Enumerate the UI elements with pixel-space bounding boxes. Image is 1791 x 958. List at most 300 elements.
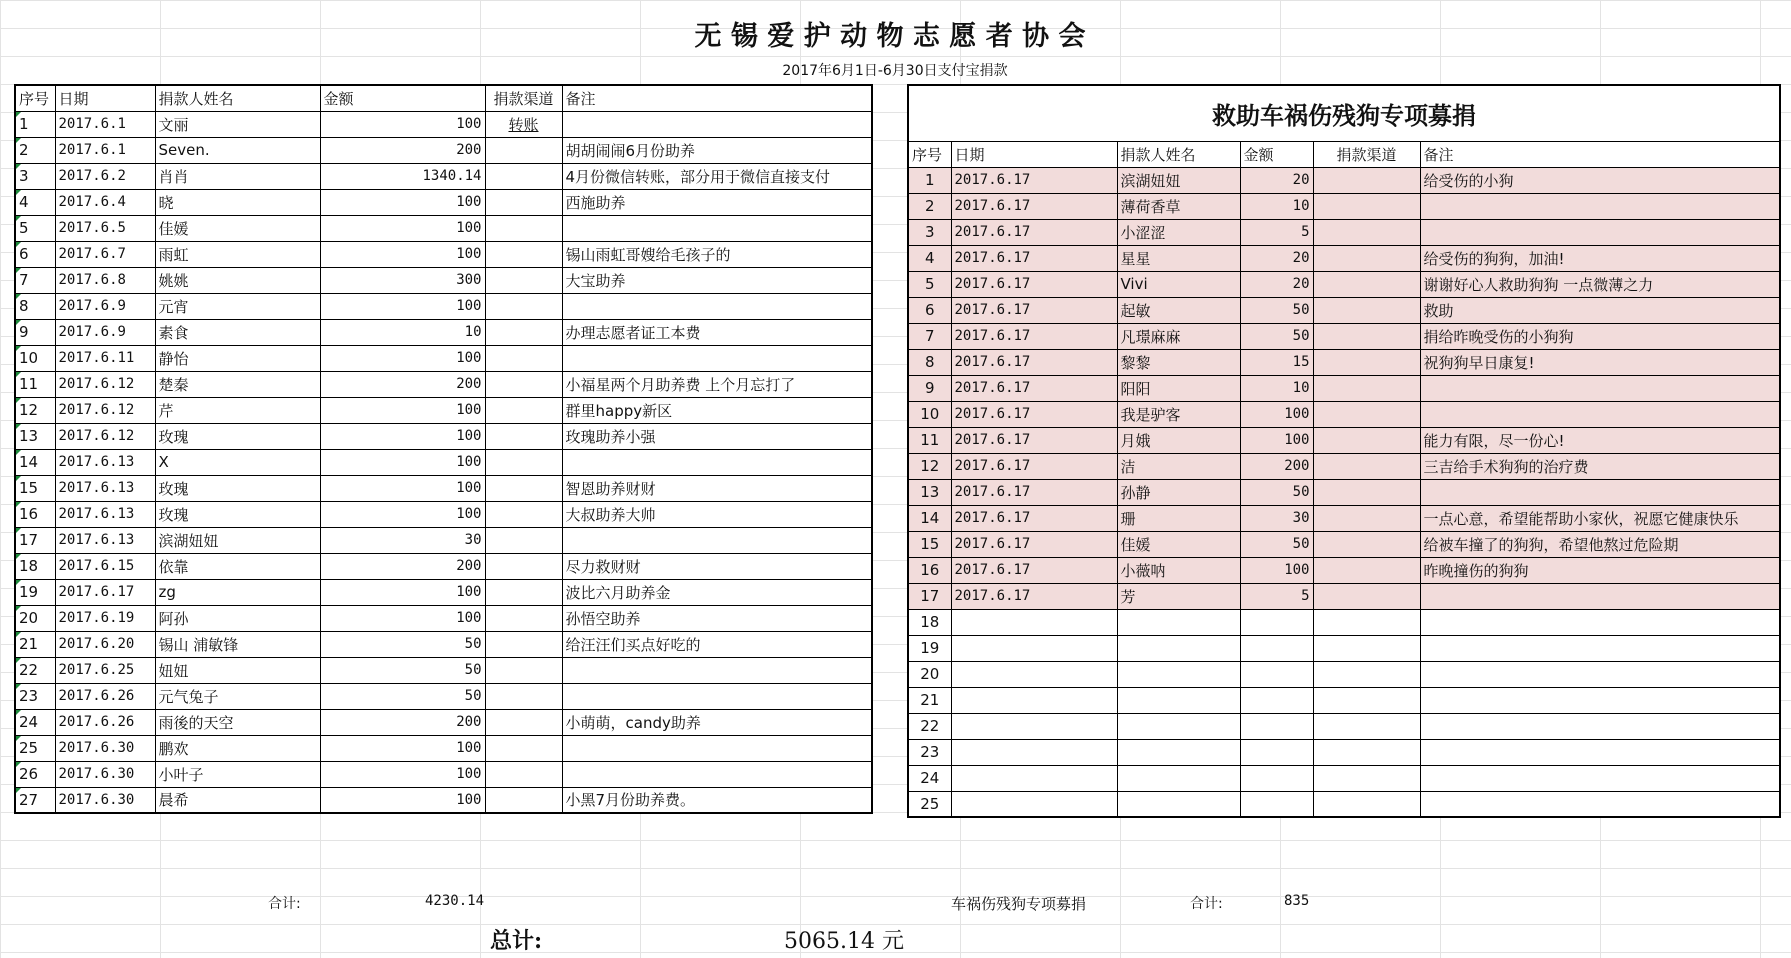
channel-cell <box>1313 739 1420 765</box>
channel-cell <box>485 137 562 163</box>
amount-cell: 100 <box>320 475 485 501</box>
seq-cell: 25 <box>15 735 55 761</box>
seq-cell: 12 <box>15 397 55 423</box>
table-row <box>15 709 872 735</box>
amount-cell: 200 <box>320 137 485 163</box>
amount-cell: 20 <box>1240 167 1313 193</box>
rescue-donations-table <box>907 84 1781 818</box>
amount-cell: 50 <box>320 683 485 709</box>
donor-cell: 洁 <box>1117 453 1240 479</box>
channel-cell <box>1313 765 1420 791</box>
table-row <box>15 657 872 683</box>
seq-cell: 4 <box>908 245 951 271</box>
donor-cell <box>1117 765 1240 791</box>
amount-cell: 100 <box>320 449 485 475</box>
amount-cell: 50 <box>1240 531 1313 557</box>
note-cell <box>1420 609 1780 635</box>
donor-cell: 星星 <box>1117 245 1240 271</box>
table-row <box>15 267 872 293</box>
note-cell: 救助 <box>1420 297 1780 323</box>
column-header: 日期 <box>55 85 155 111</box>
donor-cell: 凡璟麻麻 <box>1117 323 1240 349</box>
date-cell: 2017.6.17 <box>951 375 1117 401</box>
seq-cell: 27 <box>15 787 55 813</box>
channel-cell <box>485 709 562 735</box>
date-cell: 2017.6.17 <box>951 193 1117 219</box>
table-row <box>908 297 1780 323</box>
channel-cell <box>485 319 562 345</box>
channel-cell <box>1313 635 1420 661</box>
amount-cell: 100 <box>320 215 485 241</box>
amount-cell: 20 <box>1240 271 1313 297</box>
seq-cell: 19 <box>908 635 951 661</box>
table-row <box>15 345 872 371</box>
table-row <box>908 375 1780 401</box>
note-cell: 给受伤的狗狗，加油! <box>1420 245 1780 271</box>
date-cell: 2017.6.17 <box>951 167 1117 193</box>
note-cell <box>1420 375 1780 401</box>
seq-cell: 15 <box>908 531 951 557</box>
right-sum-label: 合计: <box>1190 896 1223 912</box>
channel-cell <box>485 397 562 423</box>
note-cell <box>1420 479 1780 505</box>
channel-cell <box>485 475 562 501</box>
table-row <box>908 557 1780 583</box>
note-cell: 孙悟空助养 <box>562 605 872 631</box>
date-cell: 2017.6.13 <box>55 527 155 553</box>
column-header: 金额 <box>320 85 485 111</box>
note-cell <box>562 761 872 787</box>
channel-cell[interactable]: 转账 <box>485 111 562 137</box>
seq-cell: 21 <box>908 687 951 713</box>
date-cell: 2017.6.17 <box>951 323 1117 349</box>
date-cell: 2017.6.4 <box>55 189 155 215</box>
channel-cell <box>1313 427 1420 453</box>
note-cell: 三吉给手术狗狗的治疗费 <box>1420 453 1780 479</box>
channel-cell <box>1313 297 1420 323</box>
date-cell: 2017.6.8 <box>55 267 155 293</box>
amount-cell: 100 <box>320 293 485 319</box>
seq-cell: 5 <box>908 271 951 297</box>
note-cell: 大宝助养 <box>562 267 872 293</box>
seq-cell: 4 <box>15 189 55 215</box>
channel-cell <box>485 527 562 553</box>
amount-cell: 50 <box>1240 479 1313 505</box>
amount-cell: 100 <box>320 501 485 527</box>
table-row <box>908 765 1780 791</box>
donor-cell: 我是驴客 <box>1117 401 1240 427</box>
seq-cell: 7 <box>908 323 951 349</box>
page-subtitle: 2017年6月1日-6月30日支付宝捐款 <box>782 63 1008 79</box>
seq-cell: 21 <box>15 631 55 657</box>
date-cell: 2017.6.17 <box>951 479 1117 505</box>
seq-cell: 9 <box>15 319 55 345</box>
table-row <box>15 293 872 319</box>
amount-cell <box>1240 739 1313 765</box>
header-row <box>15 85 872 111</box>
channel-cell <box>485 371 562 397</box>
table-row <box>908 401 1780 427</box>
donor-cell: 玫瑰 <box>155 475 320 501</box>
donor-cell: 芳 <box>1117 583 1240 609</box>
donor-cell: 小叶子 <box>155 761 320 787</box>
left-sum-label: 合计: <box>268 896 301 912</box>
donor-cell: 姚姚 <box>155 267 320 293</box>
channel-cell <box>485 579 562 605</box>
seq-cell: 25 <box>908 791 951 817</box>
seq-cell: 24 <box>908 765 951 791</box>
table-row <box>908 349 1780 375</box>
donor-cell: 锡山 浦敏锋 <box>155 631 320 657</box>
table-row <box>908 323 1780 349</box>
donor-cell: 元宵 <box>155 293 320 319</box>
amount-cell <box>1240 609 1313 635</box>
seq-cell: 2 <box>15 137 55 163</box>
table-row <box>15 111 872 137</box>
table-row <box>15 163 872 189</box>
table-row <box>908 713 1780 739</box>
amount-cell: 200 <box>320 709 485 735</box>
donor-cell: zg <box>155 579 320 605</box>
table-row <box>15 137 872 163</box>
channel-cell <box>1313 167 1420 193</box>
channel-cell <box>1313 375 1420 401</box>
date-cell: 2017.6.19 <box>55 605 155 631</box>
seq-cell: 22 <box>15 657 55 683</box>
donor-cell: 珊 <box>1117 505 1240 531</box>
date-cell <box>951 713 1117 739</box>
date-cell: 2017.6.13 <box>55 449 155 475</box>
seq-cell: 7 <box>15 267 55 293</box>
seq-cell: 6 <box>908 297 951 323</box>
header-row <box>908 141 1780 167</box>
date-cell <box>951 791 1117 817</box>
date-cell: 2017.6.9 <box>55 319 155 345</box>
channel-cell <box>485 553 562 579</box>
table-row <box>15 189 872 215</box>
channel-cell <box>1313 479 1420 505</box>
amount-cell: 100 <box>320 787 485 813</box>
channel-cell <box>1313 713 1420 739</box>
table-row <box>15 397 872 423</box>
column-header: 捐款人姓名 <box>155 85 320 111</box>
donor-cell: 孙静 <box>1117 479 1240 505</box>
date-cell: 2017.6.17 <box>951 219 1117 245</box>
channel-cell <box>485 345 562 371</box>
seq-cell: 24 <box>15 709 55 735</box>
table-row <box>15 553 872 579</box>
seq-cell: 6 <box>15 241 55 267</box>
amount-cell: 50 <box>320 631 485 657</box>
channel-cell <box>1313 245 1420 271</box>
date-cell: 2017.6.25 <box>55 657 155 683</box>
table-row <box>15 605 872 631</box>
note-cell: 西施助养 <box>562 189 872 215</box>
channel-cell <box>485 605 562 631</box>
donor-cell <box>1117 739 1240 765</box>
column-header: 备注 <box>1420 141 1780 167</box>
note-cell: 谢谢好心人救助狗狗 一点微薄之力 <box>1420 271 1780 297</box>
column-header: 序号 <box>908 141 951 167</box>
date-cell: 2017.6.9 <box>55 293 155 319</box>
date-cell <box>951 765 1117 791</box>
amount-cell: 100 <box>320 189 485 215</box>
column-header: 序号 <box>15 85 55 111</box>
amount-cell: 100 <box>320 423 485 449</box>
table-row <box>908 193 1780 219</box>
note-cell <box>1420 583 1780 609</box>
note-cell: 小福星两个月助养费 上个月忘打了 <box>562 371 872 397</box>
donor-cell: 起敏 <box>1117 297 1240 323</box>
table-row <box>15 475 872 501</box>
note-cell: 大叔助养大帅 <box>562 501 872 527</box>
date-cell: 2017.6.12 <box>55 423 155 449</box>
amount-cell: 100 <box>1240 557 1313 583</box>
note-cell: 能力有限，尽一份心! <box>1420 427 1780 453</box>
column-header: 捐款渠道 <box>1313 141 1420 167</box>
seq-cell: 14 <box>15 449 55 475</box>
donor-cell: 妞妞 <box>155 657 320 683</box>
table-row <box>908 791 1780 817</box>
date-cell <box>951 609 1117 635</box>
seq-cell: 1 <box>908 167 951 193</box>
seq-cell: 10 <box>908 401 951 427</box>
amount-cell: 100 <box>320 761 485 787</box>
channel-cell <box>485 787 562 813</box>
date-cell: 2017.6.26 <box>55 683 155 709</box>
amount-cell: 10 <box>320 319 485 345</box>
date-cell: 2017.6.17 <box>951 427 1117 453</box>
seq-cell: 17 <box>15 527 55 553</box>
date-cell: 2017.6.17 <box>951 583 1117 609</box>
table-row <box>15 371 872 397</box>
amount-cell: 50 <box>320 657 485 683</box>
seq-cell: 11 <box>15 371 55 397</box>
channel-cell <box>1313 791 1420 817</box>
seq-cell: 20 <box>15 605 55 631</box>
donor-cell: 雨虹 <box>155 241 320 267</box>
amount-cell <box>1240 635 1313 661</box>
note-cell: 胡胡闹闹6月份助养 <box>562 137 872 163</box>
table-row <box>15 215 872 241</box>
date-cell: 2017.6.1 <box>55 111 155 137</box>
table-row <box>15 527 872 553</box>
channel-cell <box>1313 271 1420 297</box>
channel-cell <box>1313 661 1420 687</box>
amount-cell: 100 <box>320 241 485 267</box>
note-cell <box>562 657 872 683</box>
date-cell: 2017.6.12 <box>55 397 155 423</box>
channel-cell <box>485 683 562 709</box>
column-header: 捐款渠道 <box>485 85 562 111</box>
donor-cell <box>1117 661 1240 687</box>
date-cell: 2017.6.13 <box>55 475 155 501</box>
note-cell <box>1420 661 1780 687</box>
note-cell <box>562 345 872 371</box>
note-cell <box>1420 401 1780 427</box>
amount-cell: 5 <box>1240 583 1313 609</box>
table-row <box>908 245 1780 271</box>
amount-cell: 100 <box>1240 401 1313 427</box>
right-sum-name: 车祸伤残狗专项募捐 <box>951 895 1087 913</box>
seq-cell: 2 <box>908 193 951 219</box>
date-cell <box>951 635 1117 661</box>
table-row <box>908 453 1780 479</box>
table-row <box>15 631 872 657</box>
note-cell <box>562 527 872 553</box>
column-header: 金额 <box>1240 141 1313 167</box>
seq-cell: 5 <box>15 215 55 241</box>
table-row <box>15 501 872 527</box>
channel-cell <box>485 501 562 527</box>
note-cell: 捐给昨晚受伤的小狗狗 <box>1420 323 1780 349</box>
amount-cell: 30 <box>320 527 485 553</box>
table-row <box>15 787 872 813</box>
channel-cell <box>485 293 562 319</box>
table-row <box>15 683 872 709</box>
seq-cell: 18 <box>15 553 55 579</box>
seq-cell: 22 <box>908 713 951 739</box>
date-cell: 2017.6.30 <box>55 787 155 813</box>
channel-cell <box>485 163 562 189</box>
table-row <box>908 609 1780 635</box>
donor-cell: 晓 <box>155 189 320 215</box>
date-cell: 2017.6.17 <box>951 297 1117 323</box>
donor-cell: 薄荷香草 <box>1117 193 1240 219</box>
seq-cell: 15 <box>15 475 55 501</box>
seq-cell: 26 <box>15 761 55 787</box>
channel-cell <box>485 189 562 215</box>
channel-cell <box>485 241 562 267</box>
channel-cell <box>485 267 562 293</box>
donor-cell: 玫瑰 <box>155 423 320 449</box>
note-cell: 智恩助养财财 <box>562 475 872 501</box>
amount-cell: 15 <box>1240 349 1313 375</box>
channel-cell <box>485 761 562 787</box>
grand-total-value: 5065.14 元 <box>784 929 904 954</box>
date-cell: 2017.6.17 <box>951 531 1117 557</box>
amount-cell: 50 <box>1240 297 1313 323</box>
note-cell <box>562 683 872 709</box>
seq-cell: 23 <box>908 739 951 765</box>
note-cell <box>1420 635 1780 661</box>
date-cell: 2017.6.5 <box>55 215 155 241</box>
page-title: 无 锡 爱 护 动 物 志 愿 者 协 会 <box>694 21 1086 52</box>
seq-cell: 12 <box>908 453 951 479</box>
channel-cell <box>1313 687 1420 713</box>
amount-cell: 100 <box>320 605 485 631</box>
donor-cell: 佳媛 <box>155 215 320 241</box>
note-cell: 小黑7月份助养费。 <box>562 787 872 813</box>
amount-cell: 200 <box>320 371 485 397</box>
seq-cell: 14 <box>908 505 951 531</box>
amount-cell: 10 <box>1240 375 1313 401</box>
alipay-donations-table <box>14 84 873 814</box>
rescue-table-title: 救助车祸伤残狗专项募捐 <box>908 85 1780 141</box>
seq-cell: 16 <box>15 501 55 527</box>
date-cell: 2017.6.30 <box>55 761 155 787</box>
date-cell: 2017.6.15 <box>55 553 155 579</box>
note-cell <box>1420 219 1780 245</box>
note-cell: 昨晚撞伤的狗狗 <box>1420 557 1780 583</box>
amount-cell: 100 <box>320 111 485 137</box>
donor-cell: 阳阳 <box>1117 375 1240 401</box>
date-cell: 2017.6.11 <box>55 345 155 371</box>
table-row <box>15 761 872 787</box>
donor-cell: 鹏欢 <box>155 735 320 761</box>
note-cell <box>562 293 872 319</box>
date-cell: 2017.6.2 <box>55 163 155 189</box>
date-cell: 2017.6.17 <box>951 505 1117 531</box>
date-cell: 2017.6.26 <box>55 709 155 735</box>
donor-cell: 静怡 <box>155 345 320 371</box>
table-row <box>908 167 1780 193</box>
donor-cell: 肖肖 <box>155 163 320 189</box>
date-cell <box>951 739 1117 765</box>
amount-cell: 5 <box>1240 219 1313 245</box>
date-cell: 2017.6.17 <box>951 401 1117 427</box>
date-cell: 2017.6.17 <box>55 579 155 605</box>
seq-cell: 19 <box>15 579 55 605</box>
amount-cell: 100 <box>320 735 485 761</box>
note-cell <box>1420 193 1780 219</box>
seq-cell: 13 <box>908 479 951 505</box>
channel-cell <box>1313 401 1420 427</box>
date-cell: 2017.6.13 <box>55 501 155 527</box>
date-cell: 2017.6.17 <box>951 349 1117 375</box>
note-cell <box>1420 765 1780 791</box>
note-cell: 给汪汪们买点好吃的 <box>562 631 872 657</box>
seq-cell: 3 <box>15 163 55 189</box>
note-cell: 祝狗狗早日康复! <box>1420 349 1780 375</box>
donor-cell: 芹 <box>155 397 320 423</box>
note-cell: 小萌萌，candy助养 <box>562 709 872 735</box>
donor-cell: Vivi <box>1117 271 1240 297</box>
donor-cell <box>1117 687 1240 713</box>
amount-cell <box>1240 661 1313 687</box>
channel-cell <box>1313 557 1420 583</box>
donor-cell: 文丽 <box>155 111 320 137</box>
donor-cell: 小涩涩 <box>1117 219 1240 245</box>
amount-cell: 100 <box>1240 427 1313 453</box>
seq-cell: 17 <box>908 583 951 609</box>
amount-cell: 10 <box>1240 193 1313 219</box>
channel-cell <box>485 657 562 683</box>
note-cell: 波比六月助养金 <box>562 579 872 605</box>
donor-cell <box>1117 713 1240 739</box>
table-row <box>908 661 1780 687</box>
date-cell: 2017.6.7 <box>55 241 155 267</box>
amount-cell <box>1240 765 1313 791</box>
table-row <box>908 739 1780 765</box>
donor-cell: 滨湖妞妞 <box>155 527 320 553</box>
note-cell: 4月份微信转账，部分用于微信直接支付 <box>562 163 872 189</box>
table-row <box>908 479 1780 505</box>
channel-cell <box>485 735 562 761</box>
donor-cell: 佳媛 <box>1117 531 1240 557</box>
seq-cell: 20 <box>908 661 951 687</box>
donor-cell: 晨希 <box>155 787 320 813</box>
channel-cell <box>1313 453 1420 479</box>
amount-cell: 20 <box>1240 245 1313 271</box>
table-row <box>15 735 872 761</box>
donor-cell: 元气兔子 <box>155 683 320 709</box>
seq-cell: 16 <box>908 557 951 583</box>
column-header: 捐款人姓名 <box>1117 141 1240 167</box>
donor-cell: Seven. <box>155 137 320 163</box>
table-row <box>15 241 872 267</box>
seq-cell: 8 <box>908 349 951 375</box>
